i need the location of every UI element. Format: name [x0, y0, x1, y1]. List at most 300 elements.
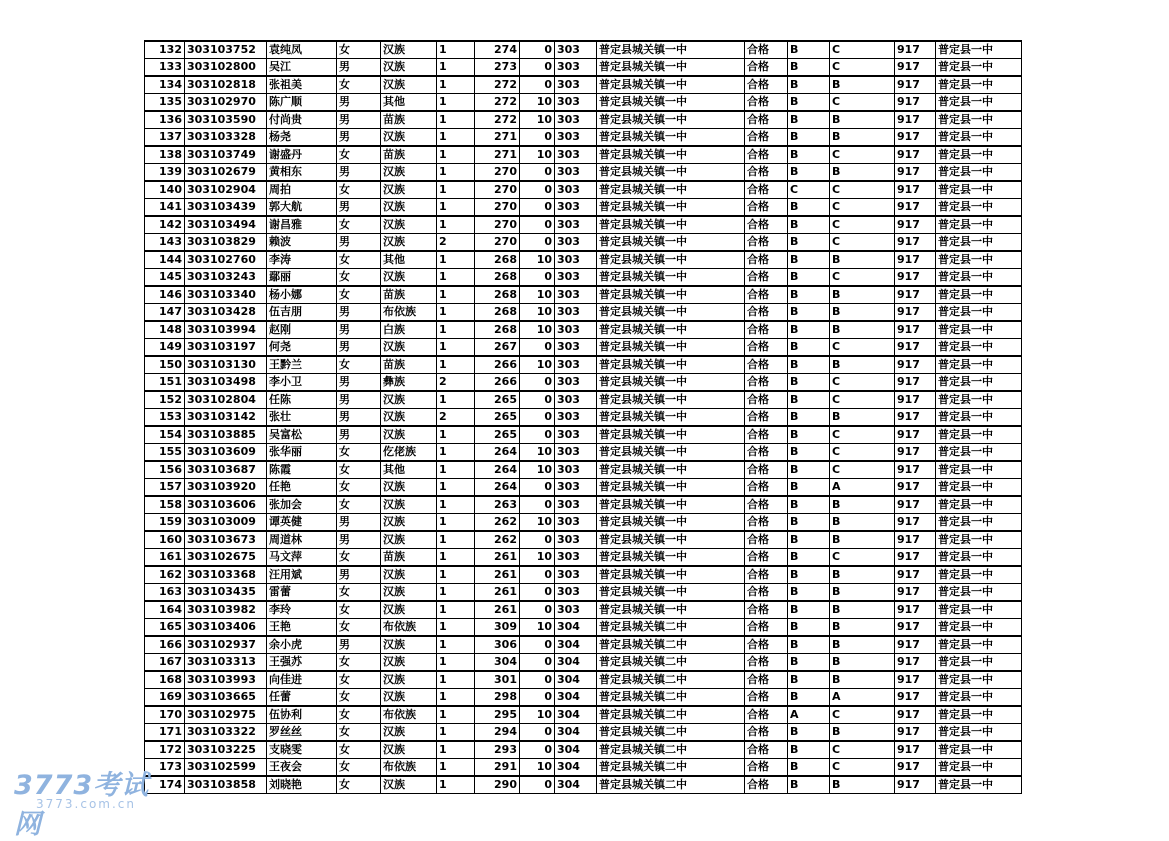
cell-exam-number: 303102970	[185, 94, 267, 112]
cell-category: 1	[437, 426, 475, 444]
cell-school-name: 普定县城关镇一中	[597, 321, 745, 339]
table-row	[145, 479, 1022, 497]
cell-grade-a: B	[788, 461, 830, 479]
cell-school-code: 303	[555, 584, 597, 602]
cell-result: 合格	[745, 59, 788, 77]
cell-score: 290	[475, 776, 520, 794]
cell-gender: 女	[337, 479, 381, 497]
cell-name: 张加会	[267, 496, 337, 514]
cell-row-number: 140	[145, 181, 185, 199]
cell-category: 1	[437, 286, 475, 304]
cell-name: 张华丽	[267, 444, 337, 462]
cell-ethnicity: 汉族	[381, 689, 437, 707]
cell-bonus-points: 10	[520, 706, 555, 724]
cell-category: 1	[437, 216, 475, 234]
cell-gender: 男	[337, 199, 381, 217]
cell-category: 1	[437, 461, 475, 479]
cell-grade-a: B	[788, 759, 830, 777]
cell-row-number: 153	[145, 409, 185, 427]
cell-result: 合格	[745, 41, 788, 59]
cell-name: 雷蕾	[267, 584, 337, 602]
cell-admit-code: 917	[895, 461, 936, 479]
cell-admit-code: 917	[895, 321, 936, 339]
cell-bonus-points: 0	[520, 654, 555, 672]
cell-row-number: 138	[145, 146, 185, 164]
cell-school-name: 普定县城关镇一中	[597, 164, 745, 182]
cell-school-name: 普定县城关镇一中	[597, 549, 745, 567]
cell-result: 合格	[745, 76, 788, 94]
cell-admit-code: 917	[895, 549, 936, 567]
cell-category: 1	[437, 706, 475, 724]
cell-result: 合格	[745, 549, 788, 567]
cell-row-number: 152	[145, 391, 185, 409]
cell-category: 1	[437, 584, 475, 602]
table-row	[145, 216, 1022, 234]
cell-score: 272	[475, 76, 520, 94]
cell-ethnicity: 汉族	[381, 479, 437, 497]
cell-school-code: 304	[555, 776, 597, 794]
cell-exam-number: 303103498	[185, 374, 267, 392]
cell-score: 291	[475, 759, 520, 777]
cell-result: 合格	[745, 601, 788, 619]
cell-result: 合格	[745, 776, 788, 794]
cell-score: 262	[475, 531, 520, 549]
cell-admit-code: 917	[895, 94, 936, 112]
cell-row-number: 156	[145, 461, 185, 479]
cell-gender: 女	[337, 181, 381, 199]
cell-name: 任艳	[267, 479, 337, 497]
cell-name: 李涛	[267, 251, 337, 269]
table-row	[145, 41, 1022, 59]
cell-score: 298	[475, 689, 520, 707]
cell-score: 265	[475, 409, 520, 427]
cell-grade-a: B	[788, 584, 830, 602]
cell-exam-number: 303103858	[185, 776, 267, 794]
cell-gender: 女	[337, 584, 381, 602]
cell-category: 1	[437, 636, 475, 654]
cell-gender: 男	[337, 426, 381, 444]
cell-result: 合格	[745, 724, 788, 742]
cell-score: 261	[475, 584, 520, 602]
cell-score: 268	[475, 321, 520, 339]
cell-admit-school: 普定县一中	[936, 111, 1022, 129]
table-row	[145, 654, 1022, 672]
cell-name: 袁纯凤	[267, 41, 337, 59]
cell-school-name: 普定县城关镇一中	[597, 531, 745, 549]
cell-score: 270	[475, 216, 520, 234]
site-watermark	[14, 763, 174, 840]
cell-admit-code: 917	[895, 41, 936, 59]
cell-admit-code: 917	[895, 601, 936, 619]
cell-school-code: 303	[555, 339, 597, 357]
table-row	[145, 741, 1022, 759]
cell-admit-school: 普定县一中	[936, 339, 1022, 357]
cell-gender: 男	[337, 339, 381, 357]
cell-school-code: 304	[555, 671, 597, 689]
cell-grade-a: B	[788, 374, 830, 392]
cell-exam-number: 303103752	[185, 41, 267, 59]
cell-gender: 女	[337, 356, 381, 374]
cell-row-number: 151	[145, 374, 185, 392]
cell-grade-b: C	[830, 706, 895, 724]
cell-category: 1	[437, 391, 475, 409]
cell-exam-number: 303103749	[185, 146, 267, 164]
cell-grade-a: B	[788, 724, 830, 742]
cell-name: 任陈	[267, 391, 337, 409]
cell-bonus-points: 0	[520, 181, 555, 199]
cell-gender: 男	[337, 321, 381, 339]
cell-admit-school: 普定县一中	[936, 689, 1022, 707]
cell-admit-code: 917	[895, 216, 936, 234]
cell-admit-school: 普定县一中	[936, 636, 1022, 654]
cell-exam-number: 303102818	[185, 76, 267, 94]
cell-ethnicity: 汉族	[381, 59, 437, 77]
cell-grade-a: B	[788, 654, 830, 672]
cell-category: 1	[437, 776, 475, 794]
cell-school-name: 普定县城关镇一中	[597, 111, 745, 129]
cell-school-name: 普定县城关镇一中	[597, 339, 745, 357]
cell-admit-school: 普定县一中	[936, 129, 1022, 147]
cell-admit-code: 917	[895, 76, 936, 94]
cell-ethnicity: 汉族	[381, 339, 437, 357]
cell-grade-b: B	[830, 111, 895, 129]
cell-grade-a: B	[788, 776, 830, 794]
cell-name: 吴江	[267, 59, 337, 77]
cell-admit-code: 917	[895, 479, 936, 497]
cell-grade-a: B	[788, 94, 830, 112]
cell-admit-code: 917	[895, 566, 936, 584]
cell-school-code: 303	[555, 549, 597, 567]
cell-school-code: 304	[555, 636, 597, 654]
cell-ethnicity: 布依族	[381, 706, 437, 724]
cell-exam-number: 303103687	[185, 461, 267, 479]
cell-school-name: 普定县城关镇一中	[597, 461, 745, 479]
cell-score: 261	[475, 601, 520, 619]
cell-school-code: 303	[555, 234, 597, 252]
cell-bonus-points: 10	[520, 444, 555, 462]
cell-grade-b: C	[830, 216, 895, 234]
cell-score: 266	[475, 374, 520, 392]
cell-admit-code: 917	[895, 286, 936, 304]
cell-name: 鄢丽	[267, 269, 337, 287]
cell-row-number: 170	[145, 706, 185, 724]
cell-result: 合格	[745, 181, 788, 199]
cell-exam-number: 303102760	[185, 251, 267, 269]
cell-ethnicity: 汉族	[381, 566, 437, 584]
cell-score: 270	[475, 181, 520, 199]
cell-grade-a: B	[788, 304, 830, 322]
cell-gender: 男	[337, 409, 381, 427]
cell-bonus-points: 0	[520, 566, 555, 584]
cell-bonus-points: 0	[520, 216, 555, 234]
cell-ethnicity: 仡佬族	[381, 444, 437, 462]
cell-ethnicity: 布依族	[381, 759, 437, 777]
cell-result: 合格	[745, 304, 788, 322]
cell-school-code: 304	[555, 741, 597, 759]
cell-category: 1	[437, 181, 475, 199]
cell-admit-school: 普定县一中	[936, 94, 1022, 112]
cell-exam-number: 303103993	[185, 671, 267, 689]
cell-admit-code: 917	[895, 654, 936, 672]
cell-grade-b: B	[830, 654, 895, 672]
cell-row-number: 166	[145, 636, 185, 654]
cell-admit-code: 917	[895, 514, 936, 532]
cell-school-code: 303	[555, 479, 597, 497]
cell-result: 合格	[745, 566, 788, 584]
cell-row-number: 136	[145, 111, 185, 129]
cell-school-name: 普定县城关镇一中	[597, 409, 745, 427]
cell-category: 1	[437, 76, 475, 94]
cell-result: 合格	[745, 111, 788, 129]
cell-name: 王强苏	[267, 654, 337, 672]
cell-grade-b: C	[830, 41, 895, 59]
cell-ethnicity: 汉族	[381, 234, 437, 252]
cell-grade-b: A	[830, 479, 895, 497]
cell-name: 马文萍	[267, 549, 337, 567]
cell-school-name: 普定县城关镇一中	[597, 251, 745, 269]
cell-exam-number: 303102904	[185, 181, 267, 199]
cell-gender: 男	[337, 111, 381, 129]
cell-exam-number: 303103673	[185, 531, 267, 549]
table-row	[145, 321, 1022, 339]
cell-school-code: 303	[555, 409, 597, 427]
cell-bonus-points: 0	[520, 234, 555, 252]
cell-exam-number: 303102679	[185, 164, 267, 182]
cell-result: 合格	[745, 444, 788, 462]
table-row	[145, 584, 1022, 602]
cell-exam-number: 303103322	[185, 724, 267, 742]
cell-admit-school: 普定县一中	[936, 304, 1022, 322]
cell-row-number: 159	[145, 514, 185, 532]
table-row	[145, 619, 1022, 637]
cell-grade-a: B	[788, 496, 830, 514]
cell-grade-a: B	[788, 234, 830, 252]
table-row	[145, 59, 1022, 77]
cell-result: 合格	[745, 759, 788, 777]
cell-gender: 男	[337, 234, 381, 252]
cell-school-name: 普定县城关镇二中	[597, 724, 745, 742]
cell-exam-number: 303103494	[185, 216, 267, 234]
cell-score: 293	[475, 741, 520, 759]
table-row	[145, 304, 1022, 322]
cell-grade-b: B	[830, 356, 895, 374]
cell-school-code: 303	[555, 129, 597, 147]
cell-row-number: 164	[145, 601, 185, 619]
cell-school-name: 普定县城关镇一中	[597, 181, 745, 199]
cell-school-code: 303	[555, 269, 597, 287]
cell-score: 266	[475, 356, 520, 374]
cell-exam-number: 303102800	[185, 59, 267, 77]
cell-admit-school: 普定县一中	[936, 601, 1022, 619]
cell-score: 264	[475, 479, 520, 497]
cell-grade-a: B	[788, 356, 830, 374]
cell-score: 309	[475, 619, 520, 637]
cell-grade-b: C	[830, 339, 895, 357]
cell-exam-number: 303103994	[185, 321, 267, 339]
cell-admit-code: 917	[895, 619, 936, 637]
cell-name: 杨小娜	[267, 286, 337, 304]
table-row	[145, 111, 1022, 129]
cell-row-number: 145	[145, 269, 185, 287]
cell-gender: 男	[337, 566, 381, 584]
cell-ethnicity: 汉族	[381, 724, 437, 742]
cell-ethnicity: 布依族	[381, 619, 437, 637]
cell-ethnicity: 汉族	[381, 41, 437, 59]
cell-row-number: 161	[145, 549, 185, 567]
cell-admit-code: 917	[895, 199, 936, 217]
cell-result: 合格	[745, 199, 788, 217]
cell-bonus-points: 10	[520, 461, 555, 479]
cell-ethnicity: 苗族	[381, 286, 437, 304]
cell-exam-number: 303102937	[185, 636, 267, 654]
cell-category: 1	[437, 531, 475, 549]
cell-category: 1	[437, 671, 475, 689]
cell-name: 任蕾	[267, 689, 337, 707]
cell-grade-b: C	[830, 181, 895, 199]
cell-name: 李玲	[267, 601, 337, 619]
cell-school-code: 303	[555, 391, 597, 409]
cell-category: 1	[437, 444, 475, 462]
cell-bonus-points: 10	[520, 146, 555, 164]
cell-admit-code: 917	[895, 164, 936, 182]
table-row	[145, 636, 1022, 654]
cell-score: 268	[475, 304, 520, 322]
cell-bonus-points: 10	[520, 514, 555, 532]
cell-name: 何尧	[267, 339, 337, 357]
cell-name: 王艳	[267, 619, 337, 637]
cell-school-code: 303	[555, 566, 597, 584]
cell-admit-code: 917	[895, 59, 936, 77]
table-row	[145, 409, 1022, 427]
cell-ethnicity: 汉族	[381, 426, 437, 444]
cell-row-number: 163	[145, 584, 185, 602]
cell-admit-school: 普定县一中	[936, 269, 1022, 287]
table-row	[145, 566, 1022, 584]
cell-exam-number: 303103340	[185, 286, 267, 304]
cell-gender: 女	[337, 496, 381, 514]
cell-bonus-points: 10	[520, 251, 555, 269]
cell-school-code: 303	[555, 444, 597, 462]
cell-row-number: 158	[145, 496, 185, 514]
table-row	[145, 689, 1022, 707]
cell-score: 301	[475, 671, 520, 689]
cell-category: 1	[437, 549, 475, 567]
cell-category: 1	[437, 199, 475, 217]
cell-grade-a: B	[788, 479, 830, 497]
cell-school-name: 普定县城关镇一中	[597, 59, 745, 77]
cell-admit-school: 普定县一中	[936, 321, 1022, 339]
cell-result: 合格	[745, 689, 788, 707]
cell-grade-b: B	[830, 496, 895, 514]
cell-grade-b: B	[830, 164, 895, 182]
cell-bonus-points: 0	[520, 741, 555, 759]
cell-category: 1	[437, 269, 475, 287]
cell-school-name: 普定县城关镇一中	[597, 216, 745, 234]
cell-school-name: 普定县城关镇一中	[597, 566, 745, 584]
cell-school-code: 303	[555, 321, 597, 339]
cell-category: 1	[437, 111, 475, 129]
cell-score: 265	[475, 391, 520, 409]
cell-grade-b: C	[830, 94, 895, 112]
cell-row-number: 157	[145, 479, 185, 497]
cell-grade-b: B	[830, 76, 895, 94]
cell-ethnicity: 汉族	[381, 514, 437, 532]
table-row	[145, 181, 1022, 199]
cell-result: 合格	[745, 234, 788, 252]
cell-gender: 男	[337, 94, 381, 112]
cell-score: 268	[475, 286, 520, 304]
cell-admit-code: 917	[895, 304, 936, 322]
cell-row-number: 134	[145, 76, 185, 94]
cell-exam-number: 303103439	[185, 199, 267, 217]
cell-grade-b: B	[830, 776, 895, 794]
cell-exam-number: 303103243	[185, 269, 267, 287]
cell-row-number: 141	[145, 199, 185, 217]
cell-grade-b: B	[830, 601, 895, 619]
cell-admit-school: 普定县一中	[936, 654, 1022, 672]
cell-row-number: 169	[145, 689, 185, 707]
cell-ethnicity: 苗族	[381, 549, 437, 567]
cell-admit-code: 917	[895, 181, 936, 199]
cell-grade-a: B	[788, 741, 830, 759]
cell-school-code: 303	[555, 286, 597, 304]
cell-exam-number: 303103982	[185, 601, 267, 619]
cell-school-code: 303	[555, 461, 597, 479]
cell-gender: 男	[337, 129, 381, 147]
cell-gender: 男	[337, 304, 381, 322]
cell-name: 刘晓艳	[267, 776, 337, 794]
cell-score: 268	[475, 251, 520, 269]
cell-grade-a: B	[788, 216, 830, 234]
cell-gender: 女	[337, 549, 381, 567]
cell-score: 264	[475, 444, 520, 462]
cell-result: 合格	[745, 356, 788, 374]
cell-exam-number: 303103142	[185, 409, 267, 427]
cell-school-code: 303	[555, 111, 597, 129]
cell-score: 294	[475, 724, 520, 742]
cell-ethnicity: 汉族	[381, 654, 437, 672]
table-row	[145, 549, 1022, 567]
cell-category: 2	[437, 409, 475, 427]
cell-exam-number: 303103197	[185, 339, 267, 357]
cell-result: 合格	[745, 636, 788, 654]
cell-category: 1	[437, 304, 475, 322]
cell-score: 272	[475, 111, 520, 129]
cell-score: 304	[475, 654, 520, 672]
cell-grade-b: C	[830, 374, 895, 392]
cell-school-name: 普定县城关镇一中	[597, 496, 745, 514]
cell-name: 杨尧	[267, 129, 337, 147]
cell-bonus-points: 10	[520, 304, 555, 322]
cell-name: 向佳进	[267, 671, 337, 689]
cell-gender: 女	[337, 671, 381, 689]
cell-ethnicity: 汉族	[381, 636, 437, 654]
cell-category: 1	[437, 321, 475, 339]
cell-ethnicity: 汉族	[381, 671, 437, 689]
cell-admit-code: 917	[895, 584, 936, 602]
cell-admit-code: 917	[895, 111, 936, 129]
table-row	[145, 251, 1022, 269]
cell-result: 合格	[745, 321, 788, 339]
cell-result: 合格	[745, 269, 788, 287]
cell-grade-b: C	[830, 444, 895, 462]
cell-gender: 女	[337, 654, 381, 672]
cell-gender: 女	[337, 146, 381, 164]
cell-school-name: 普定县城关镇二中	[597, 636, 745, 654]
cell-grade-a: B	[788, 566, 830, 584]
cell-result: 合格	[745, 706, 788, 724]
cell-name: 黄相东	[267, 164, 337, 182]
